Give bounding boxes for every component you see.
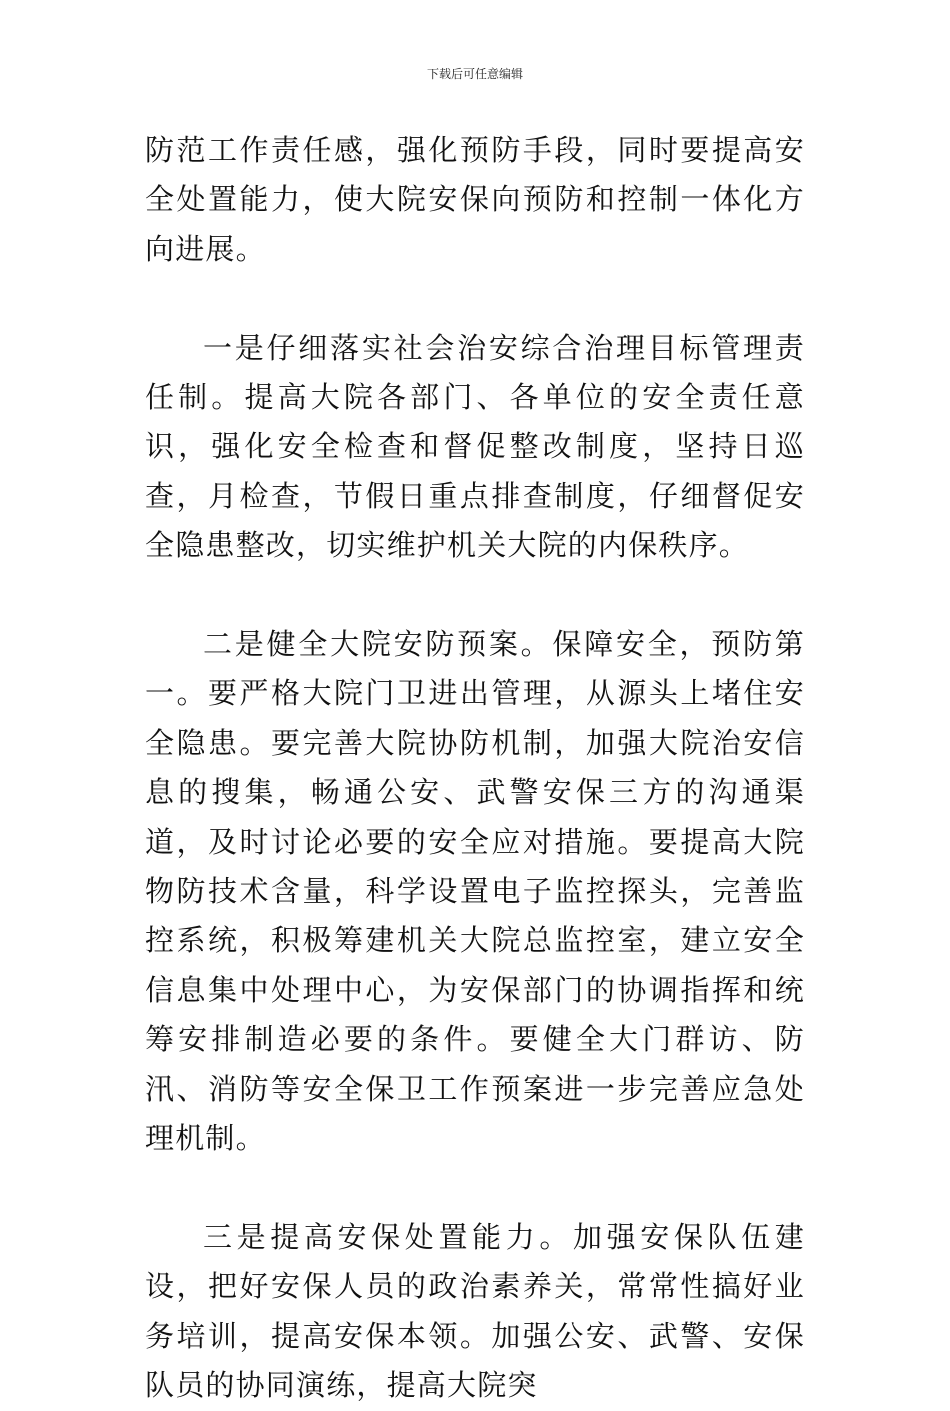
paragraph-one: 一是仔细落实社会治安综合治理目标管理责任制。提高大院各部门、各单位的安全责任意识，强化安全检查和督促整改制度，坚持日巡查，月检查，节假日重点排查制度，仔细督促安全隐患整改，切实维护机关大院的内保秩序。 bbox=[145, 330, 805, 563]
paragraph-spacer bbox=[145, 1164, 805, 1213]
paragraph-spacer bbox=[145, 274, 805, 323]
paragraph-three: 三是提高安保处置能力。加强安保队伍建设，把好安保人员的政治素养关，常常性搞好业务培训，提高安保本领。加强公安、武警、安保队员的协同演练，提高大院突 bbox=[145, 1219, 805, 1403]
paragraph-spacer bbox=[145, 571, 805, 620]
paragraph-two: 二是健全大院安防预案。保障安全，预防第一。要严格大院门卫进出管理，从源头上堵住安全隐患。要完善大院协防机制，加强大院治安信息的搜集，畅通公安、武警安保三方的沟通渠道，及时讨论必要的安全应对措施。要提高大院物防技术含量，科学设置电子监控探头，完善监控系统，积极筹建机关大院总监控室，建立安全信息集中处理中心，为安保部门的协调指挥和统筹安排制造必要的条件。要健全大门群访、防汛、消防等安全保卫工作预案进一步完善应急处理机制。 bbox=[145, 627, 805, 1156]
page-header: 下载后可任意编辑 bbox=[426, 67, 523, 81]
paragraph-continuation: 防范工作责任感，强化预防手段，同时要提高安全处置能力，使大院安保向预防和控制一体化方向进展。 bbox=[145, 133, 805, 266]
document-body bbox=[145, 126, 805, 1411]
